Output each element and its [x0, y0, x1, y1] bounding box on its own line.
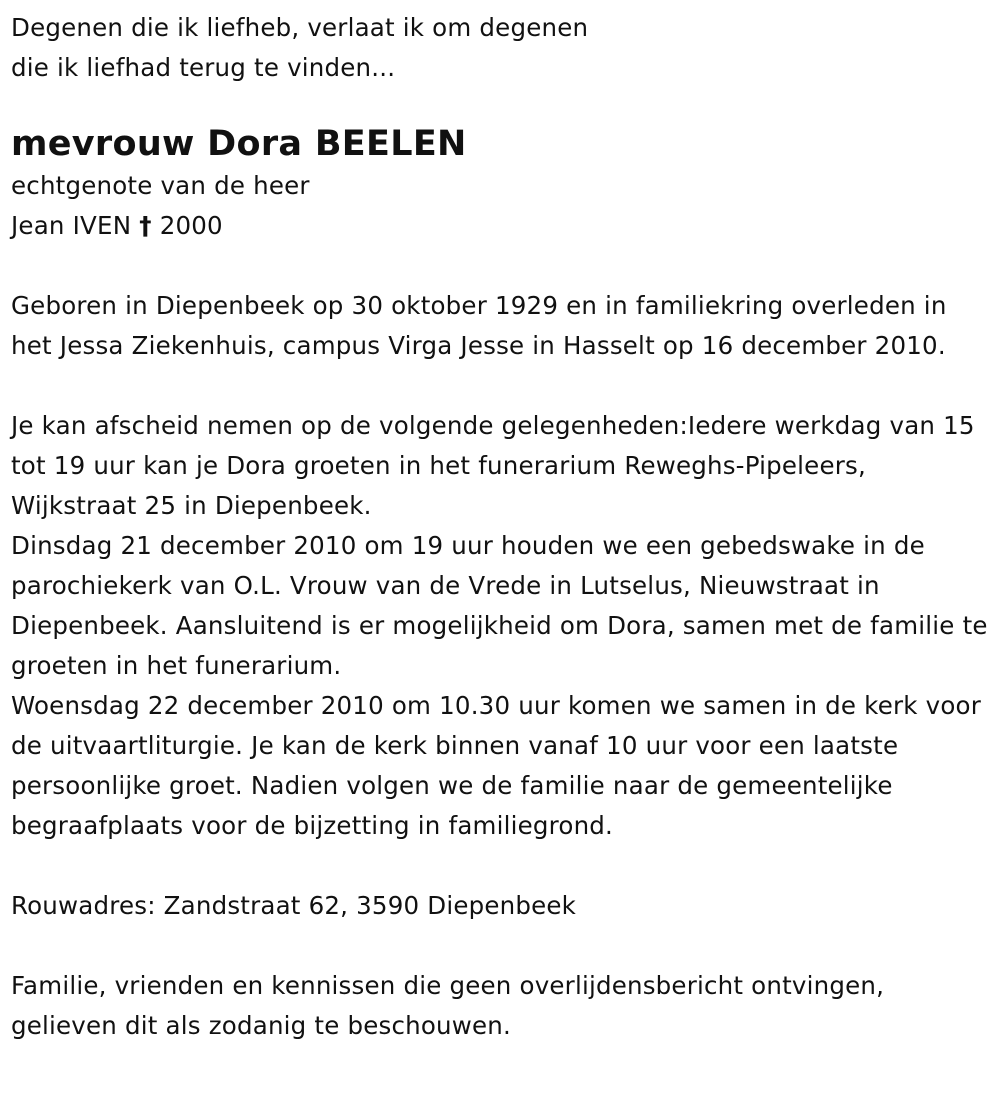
vigil-paragraph: Dinsdag 21 december 2010 om 19 uur houden we een gebedswake in de parochiekerk van O.L. Vrouw van de Vrede in Lutselus, Nieuwstraat in Diepenbeek. Aansluitend is er mogelijkheid om Dora, samen met de familie te groeten in het funerarium. — [11, 531, 988, 680]
deceased-name: mevrouw Dora BEELEN — [11, 124, 467, 164]
closing-line-2: gelieven dit als zodanig te beschouwen. — [11, 1011, 512, 1040]
closing-line-1: Familie, vrienden en kennissen die geen overlijdensbericht ontvingen, — [11, 971, 885, 1000]
relation-text: echtgenote van de heer — [11, 171, 310, 200]
spouse-name: Jean IVEN — [11, 211, 132, 240]
visitation-paragraph: Je kan afscheid nemen op de volgende gelegenheden:Iedere werkdag van 15 tot 19 uur kan je Dora groeten in het funerarium Reweghs-Pipeleers, Wijkstraat 25 in Diepenbeek. — [11, 411, 975, 520]
obituary-notice — [11, 8, 991, 1046]
funeral-paragraph: Woensdag 22 december 2010 om 10.30 uur komen we samen in de kerk voor de uitvaartliturgie. Je kan de kerk binnen vanaf 10 uur voor een laatste persoonlijke groet. Nadien volgen we de familie naar de gemeentelijke begraafplaats voor de bijzetting in familiegrond. — [11, 691, 981, 840]
cross-icon: † — [139, 211, 152, 240]
birth-death-paragraph: Geboren in Diepenbeek op 30 oktober 1929 en in familiekring overleden in het Jessa Ziekenhuis, campus Virga Jesse in Hasselt op 16 december 2010. — [11, 291, 947, 360]
motto-line-1: Degenen die ik liefheb, verlaat ik om degenen — [11, 13, 589, 42]
spouse-line — [11, 206, 991, 246]
spouse-death-year: 2000 — [159, 211, 223, 240]
mourning-address: Rouwadres: Zandstraat 62, 3590 Diepenbeek — [11, 891, 577, 920]
motto-line-2: die ik liefhad terug te vinden... — [11, 53, 396, 82]
